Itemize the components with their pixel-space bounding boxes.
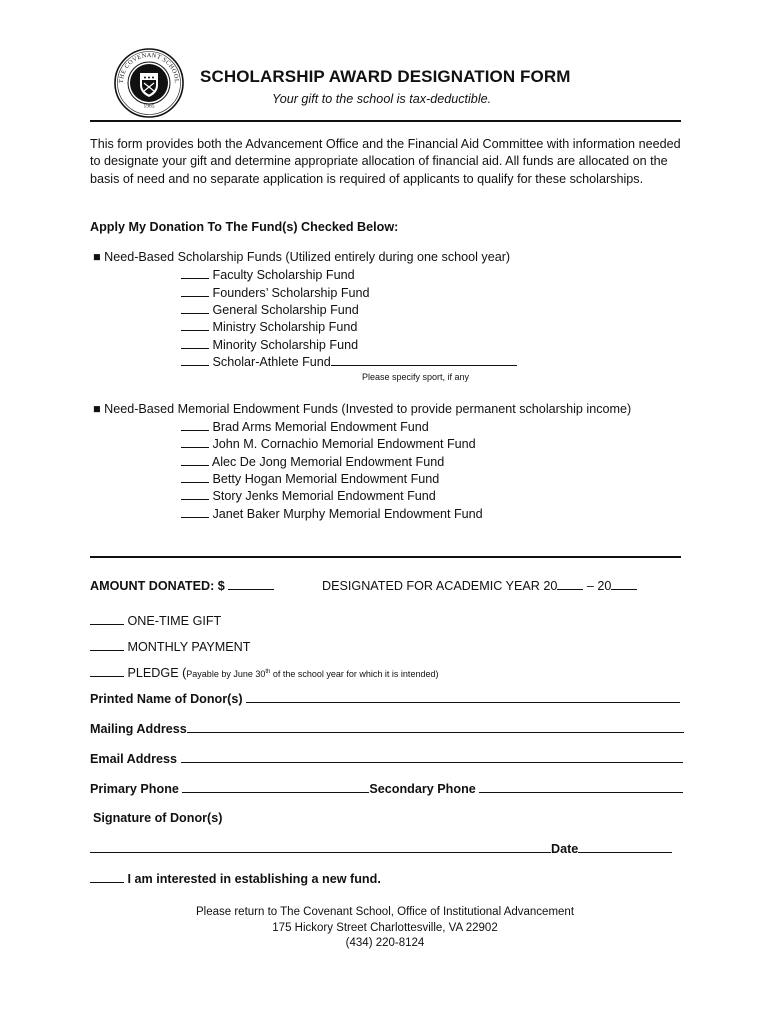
mailing-address-field[interactable] [187,720,684,733]
intro-paragraph: This form provides both the Advancement Office and the Financial Aid Committee with information needed to designate your gift and determine appropriate allocation of financial aid. All funds are allocated on the basis of need and no separate application is required of applicants to qualify for these scholarships. [90,137,681,186]
secondary-phone-field[interactable] [479,780,683,793]
year-end-input[interactable] [611,577,637,590]
fund-item[interactable]: Betty Hogan Memorial Endowment Fund [181,470,439,488]
footer-address: 175 Hickory Street Charlottesville, VA 22902 [272,921,498,934]
fund-item[interactable]: Founders’ Scholarship Fund [181,284,370,302]
apply-heading: Apply My Donation To The Fund(s) Checked Below: [90,220,399,234]
sport-note: Please specify sport, if any [362,372,470,382]
fund-item[interactable]: Alec De Jong Memorial Endowment Fund [181,453,444,471]
footer-return: Please return to The Covenant School, Office of Institutional Advancement [195,906,575,918]
form-title: SCHOLARSHIP AWARD DESIGNATION FORM [200,67,571,86]
monthly-payment-option[interactable]: MONTHLY PAYMENT [90,638,250,656]
academic-year-row: DESIGNATED FOR ACADEMIC YEAR 20 – 20 [322,577,637,595]
fund-item[interactable]: Ministry Scholarship Fund [181,318,357,336]
fund-item[interactable]: John M. Cornachio Memorial Endowment Fund [181,435,476,453]
fund-item[interactable]: Story Jenks Memorial Endowment Fund [181,487,436,505]
sport-field[interactable] [331,353,517,366]
amount-input[interactable] [228,577,274,590]
phone-row: Primary Phone Secondary Phone [90,780,683,798]
one-time-gift-option[interactable]: ONE-TIME GIFT [90,612,221,630]
printed-name-field[interactable] [246,690,680,703]
pledge-option[interactable]: PLEDGE (Payable by June 30th of the school year for which it is intended) [90,664,438,683]
email-row: Email Address [90,750,683,768]
email-field[interactable] [181,750,683,763]
school-seal-logo [113,47,185,119]
signature-field[interactable] [90,840,551,853]
fund-item[interactable]: Janet Baker Murphy Memorial Endowment Fund [181,505,483,523]
seal-year: 1985 [143,103,155,110]
fund-item[interactable]: Scholar-Athlete Fund [181,353,517,371]
mailing-address-row: Mailing Address [90,720,684,738]
signature-label: Signature of Donor(s) [93,811,223,825]
year-start-input[interactable] [557,577,583,590]
need-based-heading: ■ Need-Based Scholarship Funds (Utilized entirely during one school year) [93,250,511,264]
primary-phone-field[interactable] [182,780,369,793]
new-fund-option[interactable]: I am interested in establishing a new fund. [90,870,381,888]
signature-date-row: Date [90,840,672,858]
date-field[interactable] [578,840,672,853]
section-divider [90,556,681,558]
printed-name-row: Printed Name of Donor(s) [90,690,680,708]
footer-phone: (434) 220-8124 [345,937,425,949]
amount-donated-row: AMOUNT DONATED: $ [90,577,274,595]
fund-item[interactable]: Minority Scholarship Fund [181,336,358,354]
fund-item[interactable]: Brad Arms Memorial Endowment Fund [181,418,429,436]
fund-item[interactable]: Faculty Scholarship Fund [181,266,355,284]
form-subtitle: Your gift to the school is tax-deductible. [272,92,492,106]
seal-text: THE COVENANT SCHOOL [117,51,181,84]
header-divider [90,120,681,122]
fund-item[interactable]: General Scholarship Fund [181,301,359,319]
memorial-heading: ■ Need-Based Memorial Endowment Funds (Invested to provide permanent scholarship income) [93,402,632,416]
